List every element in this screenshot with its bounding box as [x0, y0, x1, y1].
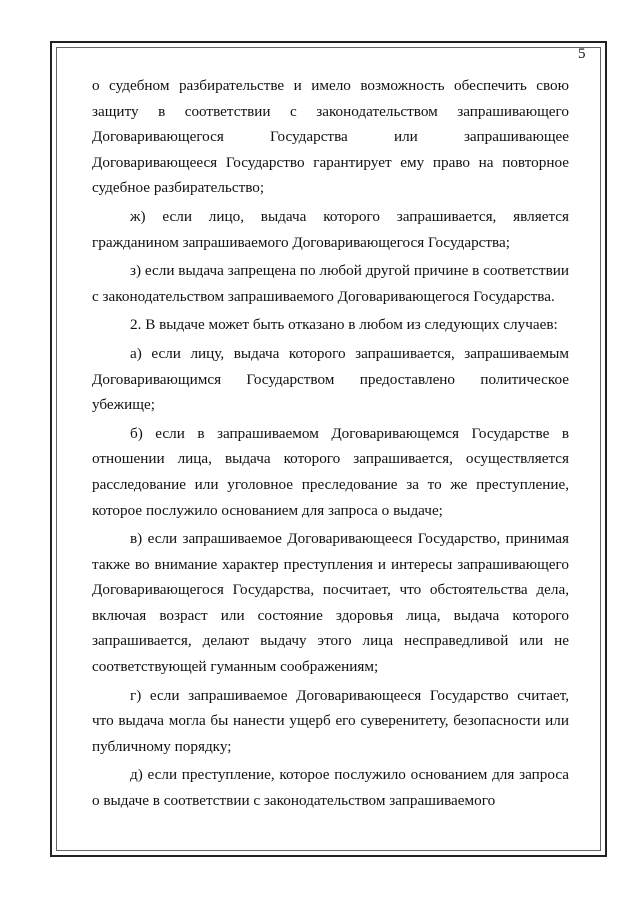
paragraph: б) если в запрашиваемом Договаривающемся Государстве в отношении лица, выдача которого запрашивается, осуществляется расследование или уголовное преследование за то же преступление, которое послужило основанием для запроса о выдаче; — [92, 424, 569, 519]
paragraph: в) если запрашиваемое Договаривающееся Государство, принимая также во внимание характер преступления и интересы запрашивающего Договаривающегося Государства, посчитает, что обстоятельства дела, включая возраст или состояние здоровья лица, выдача которого запрашивается, делают выдачу этого лица несправедливой или не соответствующей гуманным соображениям; — [92, 530, 569, 676]
paragraph: о судебном разбирательстве и имело возможность обеспечить свою защиту в соответствии с законодательством запрашивающего Договаривающегося Государства или запрашивающее Договаривающееся Государство гарантирует ему право на повторное судебное разбирательство; — [92, 77, 569, 197]
paragraph: 2. В выдаче может быть отказано в любом из следующих случаев: — [130, 316, 558, 334]
paragraph: д) если преступление, которое послужило основанием для запроса о выдаче в соответствии с законодательством запрашиваемого — [92, 766, 569, 810]
paragraph: ж) если лицо, выдача которого запрашивается, является гражданином запрашиваемого Договаривающегося Государства; — [92, 207, 569, 251]
page-number: 5 — [578, 46, 586, 62]
paragraph: а) если лицу, выдача которого запрашивается, запрашиваемым Договаривающимся Государством предоставлено политическое убежище; — [92, 344, 569, 414]
paragraph: г) если запрашиваемое Договаривающееся Государство считает, что выдача могла бы нанести ущерб его суверенитету, безопасности или публичному порядку; — [92, 686, 569, 755]
paragraph: з) если выдача запрещена по любой другой причине в соответствии с законодательством запрашиваемого Договаривающегося Государства. — [92, 262, 569, 305]
document-body — [92, 73, 569, 814]
